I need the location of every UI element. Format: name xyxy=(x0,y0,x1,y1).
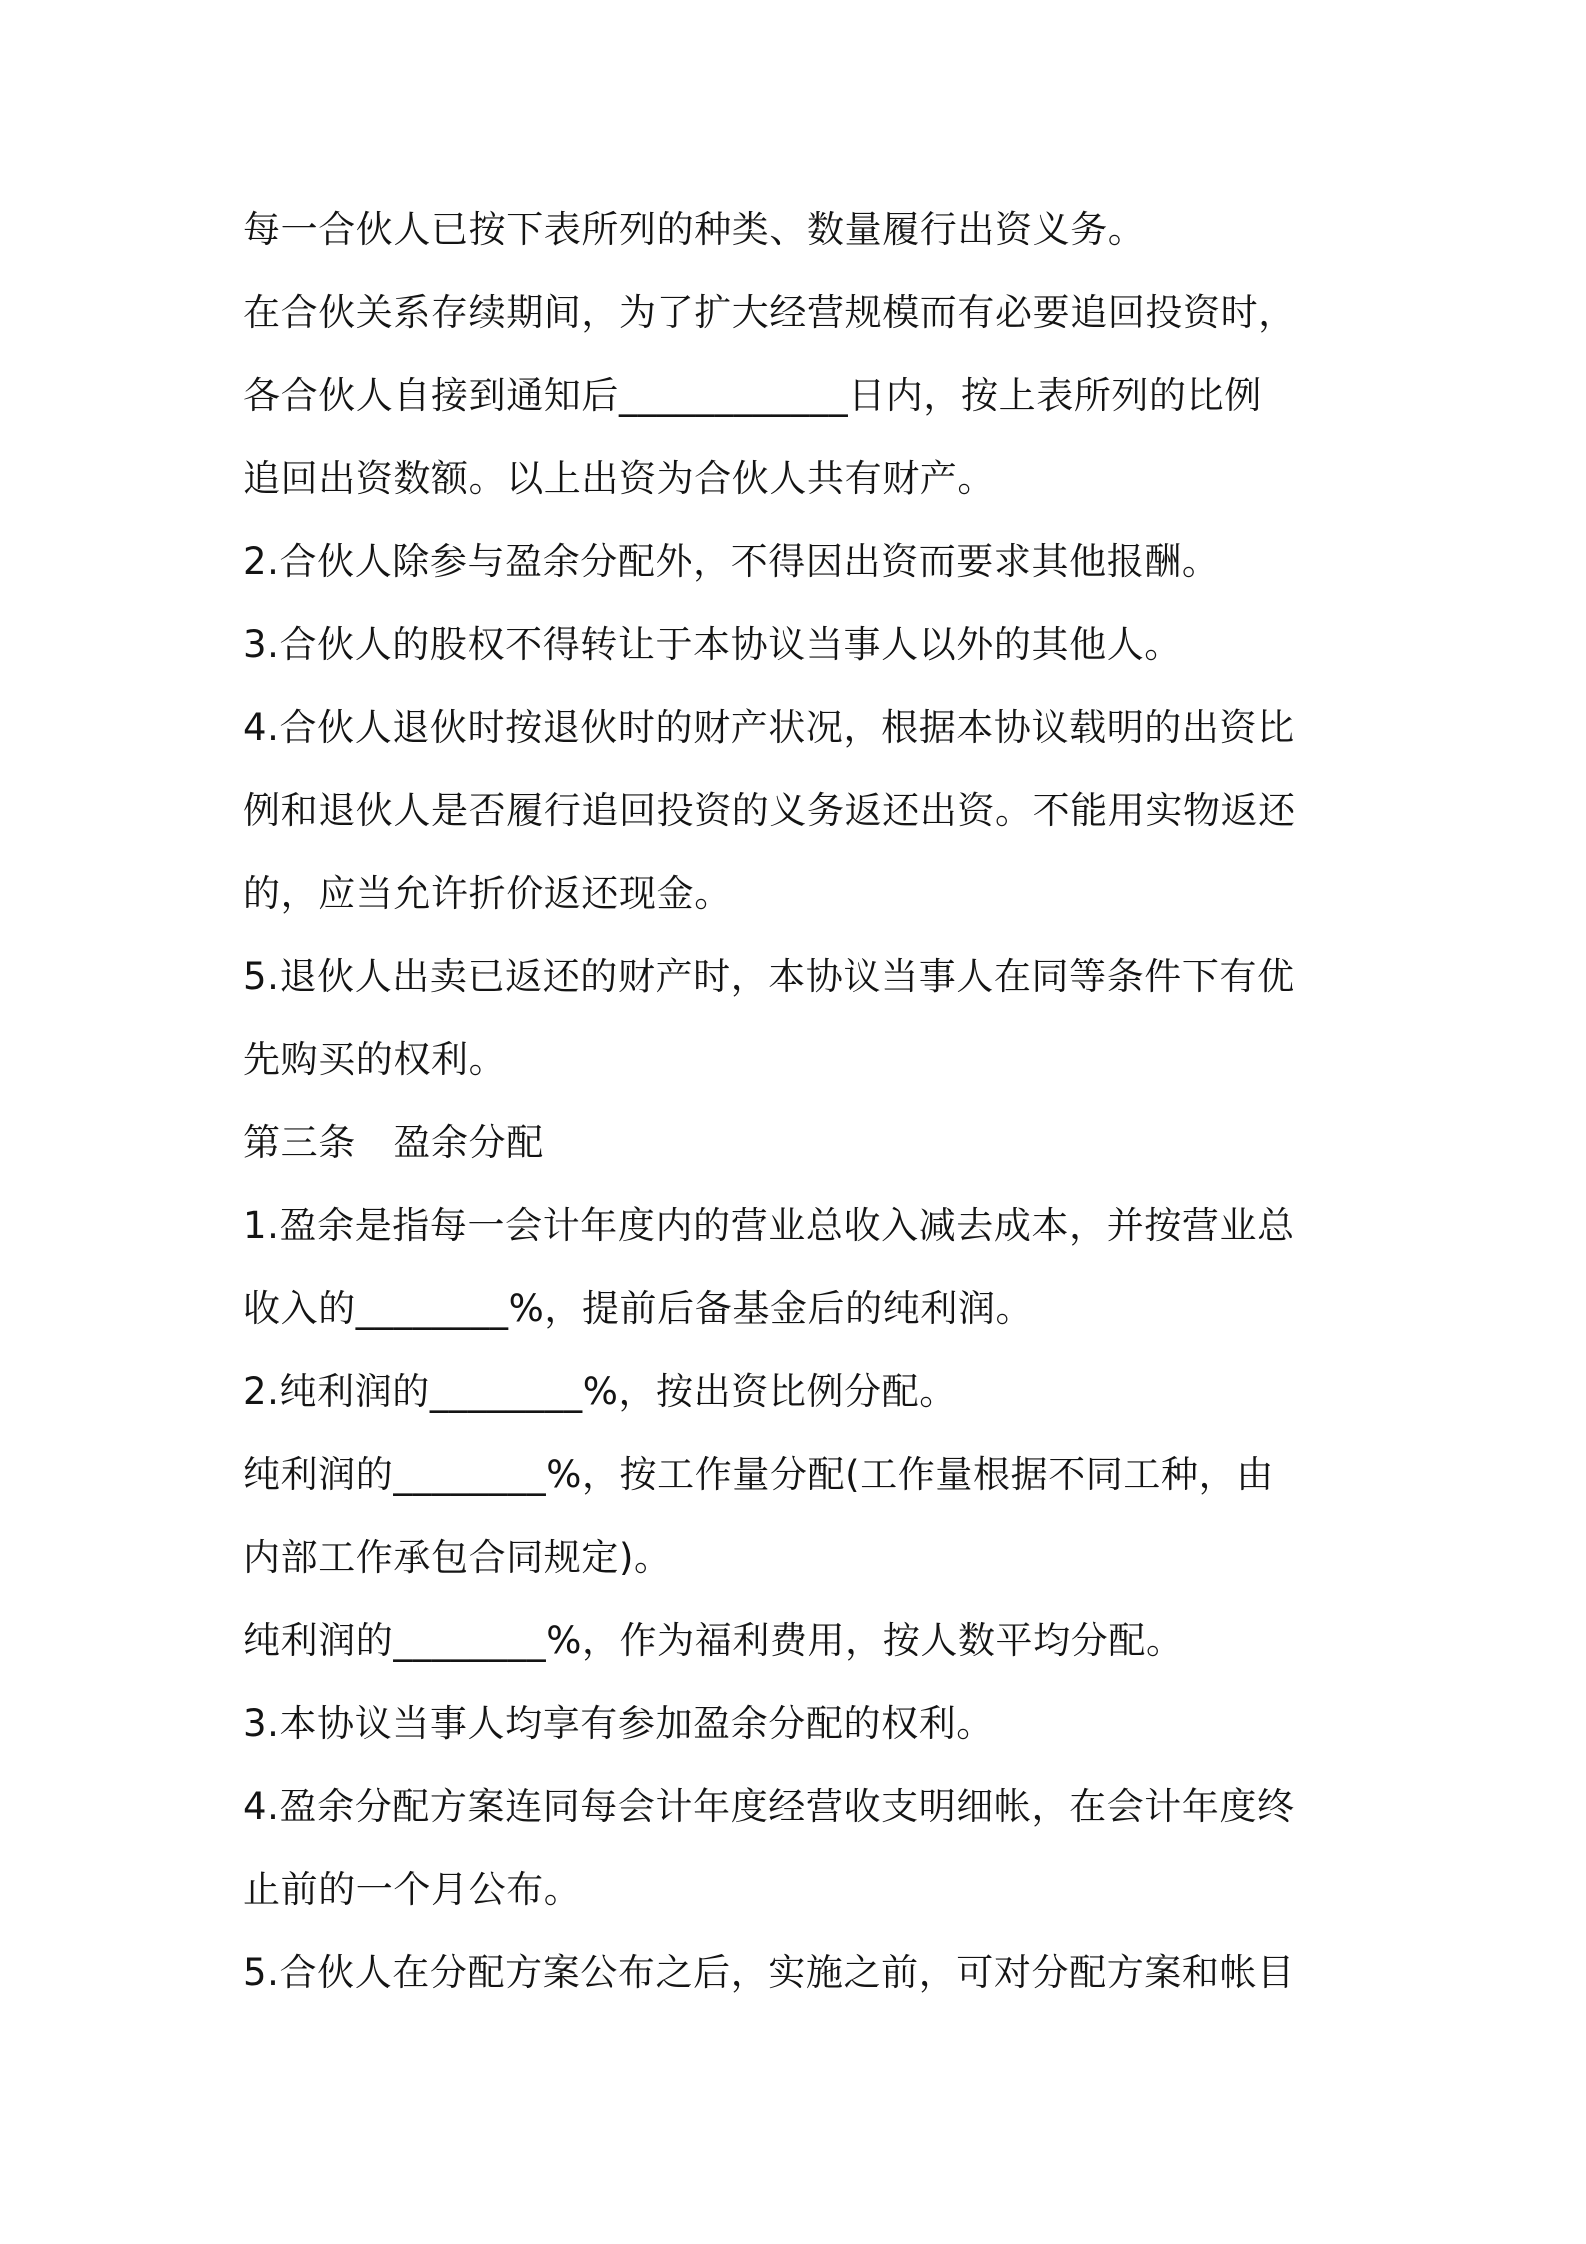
text-line: 各合伙人自接到通知后____________日内，按上表所列的比例 xyxy=(243,374,1262,417)
text-line: 追回出资数额。以上出资为合伙人共有财产。 xyxy=(243,457,995,500)
section-heading: 第三条 盈余分配 xyxy=(243,1121,544,1164)
text-line: 3.合伙人的股权不得转让于本协议当事人以外的其他人。 xyxy=(243,623,1182,666)
text-line: 纯利润的________%，按工作量分配(工作量根据不同工种，由 xyxy=(243,1453,1274,1496)
text-line: 的，应当允许折价返还现金。 xyxy=(243,872,732,915)
text-line: 1.盈余是指每一会计年度内的营业总收入减去成本，并按营业总 xyxy=(243,1204,1295,1247)
text-line: 在合伙关系存续期间，为了扩大经营规模而有必要追回投资时， xyxy=(243,291,1296,334)
text-line: 止前的一个月公布。 xyxy=(243,1868,582,1911)
text-line: 4.盈余分配方案连同每会计年度经营收支明细帐，在会计年度终 xyxy=(243,1785,1295,1828)
text-line: 2.纯利润的________%，按出资比例分配。 xyxy=(243,1370,957,1413)
text-line: 2.合伙人除参与盈余分配外，不得因出资而要求其他报酬。 xyxy=(243,540,1220,583)
text-line: 纯利润的________%，作为福利费用，按人数平均分配。 xyxy=(243,1619,1184,1662)
text-line: 每一合伙人已按下表所列的种类、数量履行出资义务。 xyxy=(243,208,1146,251)
text-line: 内部工作承包合同规定)。 xyxy=(243,1536,672,1579)
text-line: 4.合伙人退伙时按退伙时的财产状况，根据本协议载明的出资比 xyxy=(243,706,1295,749)
text-line: 3.本协议当事人均享有参加盈余分配的权利。 xyxy=(243,1702,994,1745)
text-line: 收入的________%，提前后备基金后的纯利润。 xyxy=(243,1287,1034,1330)
text-line: 5.合伙人在分配方案公布之后，实施之前，可对分配方案和帐目 xyxy=(243,1951,1295,1994)
text-line: 5.退伙人出卖已返还的财产时，本协议当事人在同等条件下有优 xyxy=(243,955,1295,998)
text-line: 例和退伙人是否履行追回投资的义务返还出资。不能用实物返还 xyxy=(243,789,1296,832)
text-line: 先购买的权利。 xyxy=(243,1038,507,1081)
